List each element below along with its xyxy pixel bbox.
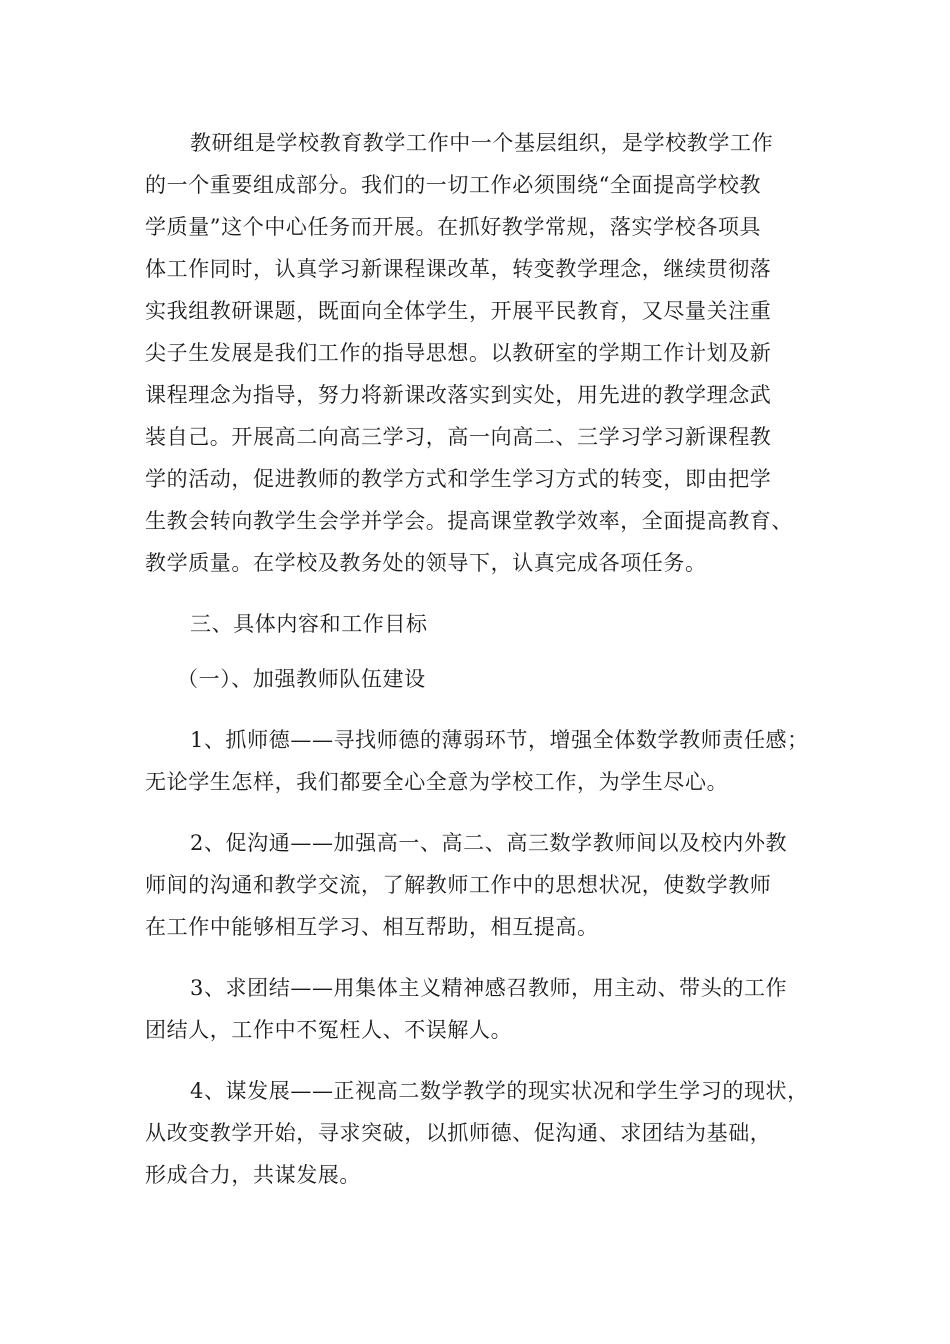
item-line: 3、求团结——用集体主义精神感召教师，用主动、带头的工作 <box>190 976 788 1000</box>
document-body <box>145 122 825 1196</box>
paragraph-line: 的一个重要组成部分。我们的一切工作必须围绕“全面提高学校教 <box>145 173 762 197</box>
paragraph-line: 生教会转向教学生会学并学会。提高课堂教学效率，全面提高教育、 <box>145 509 793 533</box>
list-item <box>145 967 825 1051</box>
item-line: 1、抓师德——寻找师德的薄弱环节，增强全体数学教师责任感； <box>190 728 809 752</box>
item-line: 团结人，工作中不冤枉人、不误解人。 <box>145 1018 513 1042</box>
section-heading: 三、具体内容和工作目标 <box>190 612 428 636</box>
item-line: 从改变教学开始，寻求突破，以抓师德、促沟通、求团结为基础， <box>145 1121 772 1145</box>
paragraph-line: 实我组教研课题，既面向全体学生，开展平民教育，又尽量关注重 <box>145 299 772 323</box>
paragraph-line: 学质量”这个中心任务而开展。在抓好教学常规，落实学校各项具 <box>145 215 762 239</box>
paragraph-line: 课程理念为指导，努力将新课改落实到实处，用先进的教学理念武 <box>145 383 772 407</box>
item-line: 无论学生怎样，我们都要全心全意为学校工作，为学生尽心。 <box>145 770 729 794</box>
item-line: 师间的沟通和教学交流，了解教师工作中的思想状况，使数学教师 <box>145 873 772 897</box>
list-item <box>145 719 825 803</box>
paragraph-line: 装自己。开展高二向高三学习，高一向高二、三学习学习新课程教 <box>145 425 772 449</box>
paragraph-line: 体工作同时，认真学习新课程课改革，转变教学理念，继续贯彻落 <box>145 257 772 281</box>
intro-paragraph <box>145 122 825 584</box>
item-line: 4、谋发展——正视高二数学教学的现实状况和学生学习的现状， <box>190 1079 809 1103</box>
item-line: 2、促沟通——加强高一、高二、高三数学教师间以及校内外教 <box>190 831 788 855</box>
subsection-heading: （一）、加强教师队伍建设 <box>177 667 426 691</box>
paragraph-line: 尖子生发展是我们工作的指导思想。以教研室的学期工作计划及新 <box>145 341 772 365</box>
item-line: 在工作中能够相互学习、相互帮助，相互提高。 <box>145 915 599 939</box>
paragraph-line: 教学质量。在学校及教务处的领导下，认真完成各项任务。 <box>145 551 707 575</box>
item-line: 形成合力，共谋发展。 <box>145 1163 361 1187</box>
list-item <box>145 822 825 948</box>
paragraph-line: 教研组是学校教育教学工作中一个基层组织，是学校教学工作 <box>190 131 774 155</box>
list-item <box>145 1070 825 1196</box>
paragraph-line: 学的活动，促进教师的教学方式和学生学习方式的转变，即由把学 <box>145 467 772 491</box>
